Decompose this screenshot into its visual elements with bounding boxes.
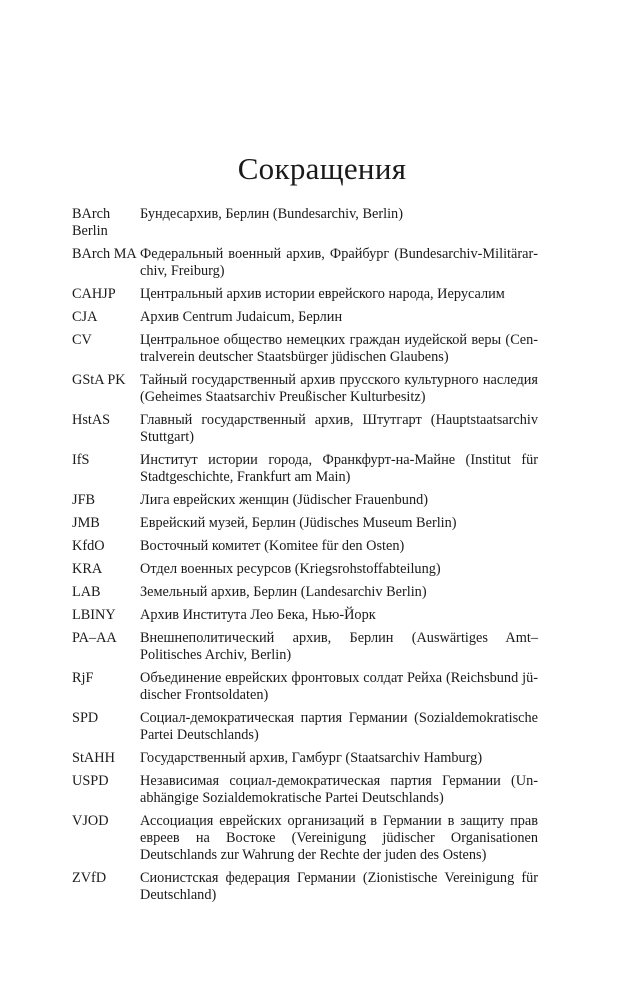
abbreviation: LBINY	[72, 607, 116, 623]
abbreviation-entry	[72, 607, 538, 624]
abbreviation: ZVfD	[72, 870, 107, 886]
abbreviation-definition: Сионистская федерация Германии (Zionistische Vereinigung für Deutschland)	[140, 870, 538, 903]
abbreviation-definition: Архив Centrum Judaicum, Берлин	[140, 309, 343, 325]
abbreviation: PA–AA	[72, 630, 117, 646]
abbreviation: StAHH	[72, 750, 115, 766]
abbreviation-entry	[72, 492, 538, 509]
abbreviation: USPD	[72, 773, 109, 789]
abbreviation-definition: Независимая социал-демократическая партия Германии (Unabhängige Sozialdemokratische Partei Deutschlands)	[140, 773, 538, 806]
abbreviation: CV	[72, 332, 92, 348]
abbreviation-definition: Главный государственный архив, Штутгарт (Hauptstaatsarchiv Stuttgart)	[140, 412, 538, 445]
abbreviation-definition: Ассоциация еврейских организаций в Германии в защиту прав евреев на Востоке (Vereinigung jüdischer Organisationen Deutschlands zur Wahrung der Rechte der juden des Ostens)	[140, 813, 538, 863]
abbreviation-definition: Лига еврейских женщин (Jüdischer Frauenbund)	[140, 492, 428, 508]
abbreviation-entry	[72, 286, 538, 303]
abbreviation-definition: Центральный архив истории еврейского народа, Иерусалим	[140, 286, 505, 302]
abbreviation-definition: Социал-демократическая партия Германии (Sozialdemokratische Partei Deutschlands)	[140, 710, 538, 743]
abbreviation-definition: Государственный архив, Гамбург (Staatsarchiv Hamburg)	[140, 750, 483, 766]
abbreviation-definition: Институт истории города, Франкфурт-на-Майне (Institut für Stadtgeschichte, Frankfurt am Main)	[140, 452, 538, 485]
abbreviation-definition: Еврейский музей, Берлин (Jüdisches Museum Berlin)	[140, 515, 457, 531]
abbreviation-entry	[72, 452, 538, 486]
abbreviation: KRA	[72, 561, 103, 577]
abbreviation-definition: Архив Института Лео Бека, Нью-Йорк	[140, 607, 376, 623]
abbreviations-list	[72, 206, 538, 910]
abbreviation-entry	[72, 670, 538, 704]
abbreviation: BArch MA	[72, 246, 137, 262]
abbreviation-entry	[72, 515, 538, 532]
abbreviation-entry	[72, 246, 538, 280]
abbreviation: JFB	[72, 492, 96, 508]
abbreviation-entry	[72, 538, 538, 555]
abbreviation-entry	[72, 813, 538, 864]
abbreviation-entry	[72, 750, 538, 767]
abbreviation-entry	[72, 630, 538, 664]
abbreviation: RjF	[72, 670, 94, 686]
abbreviation-entry	[72, 870, 538, 904]
page-title: Сокращения	[237, 150, 407, 186]
abbreviation-definition: Восточный комитет (Komitee für den Osten)	[140, 538, 405, 554]
abbreviation: LAB	[72, 584, 101, 600]
abbreviation: CAHJP	[72, 286, 116, 302]
abbreviation: CJA	[72, 309, 98, 325]
abbreviation-entry	[72, 561, 538, 578]
abbreviation-definition: Внешнеполитический архив, Берлин (Auswärtiges Amt–Politisches Archiv, Berlin)	[140, 630, 538, 663]
abbreviation-entry	[72, 773, 538, 807]
abbreviation-definition: Центральное общество немецких граждан иудейской веры (Centralverein deutscher Staatsbürger jüdischen Glaubens)	[140, 332, 538, 365]
abbreviation-entry	[72, 710, 538, 744]
abbreviation-definition: Тайный государственный архив прусского культурного наследия (Geheimes Staatsarchiv Preußischer Kulturbesitz)	[140, 372, 538, 405]
abbreviation-definition: Земельный архив, Берлин (Landesarchiv Berlin)	[140, 584, 427, 600]
abbreviation-definition: Объединение еврейских фронтовых солдат Рейха (Reichsbund jüdischer Frontsoldaten)	[140, 670, 538, 703]
abbreviation: KfdO	[72, 538, 105, 554]
abbreviation: BArch Berlin	[72, 206, 111, 239]
abbreviation-definition: Бундесархив, Берлин (Bundesarchiv, Berlin)	[140, 206, 403, 222]
abbreviation-definition: Федеральный военный архив, Фрайбург (Bundesarchiv-Militärarchiv, Freiburg)	[140, 246, 538, 279]
abbreviation: HstAS	[72, 412, 111, 428]
abbreviation-entry	[72, 332, 538, 366]
abbreviation: IfS	[72, 452, 90, 468]
abbreviation-definition: Отдел военных ресурсов (Kriegsrohstoffabteilung)	[140, 561, 441, 577]
abbreviation-entry	[72, 584, 538, 601]
abbreviation: GStA PK	[72, 372, 126, 388]
abbreviation: JMB	[72, 515, 100, 531]
abbreviation-entry	[72, 412, 538, 446]
abbreviation: SPD	[72, 710, 99, 726]
abbreviation-entry	[72, 206, 538, 240]
abbreviation-entry	[72, 309, 538, 326]
abbreviation: VJOD	[72, 813, 109, 829]
abbreviation-entry	[72, 372, 538, 406]
